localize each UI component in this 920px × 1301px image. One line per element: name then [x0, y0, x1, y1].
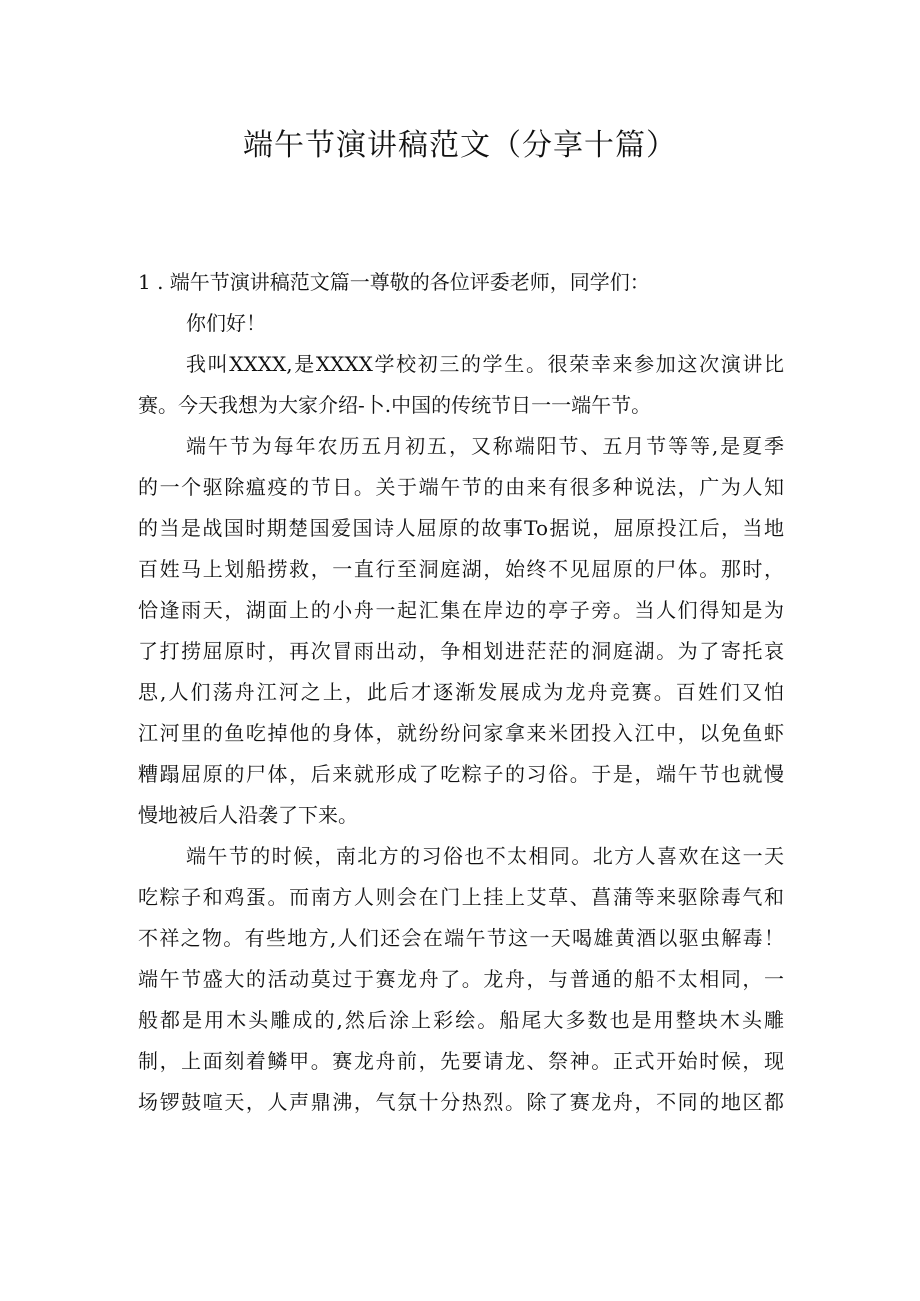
text-line: 端午节的时候，南北方的习俗也不太相同。北方人喜欢在这一天 — [186, 844, 784, 868]
text-line: 江河里的鱼吃掉他的身体，就纷纷问家拿来米团投入江中，以免鱼虾 — [138, 721, 784, 745]
text-line: 你们好！ — [186, 311, 266, 335]
text-line: 不祥之物。有些地方,人们还会在端午节这一天喝雄黄酒以驱虫解毒！ — [138, 926, 784, 950]
text-line: 1 . 端午节演讲稿范文篇一尊敬的各位评委老师，同学们： — [138, 270, 650, 294]
text-line: 赛。今天我想为大家介绍-卜.中国的传统节日一一端午节。 — [138, 393, 652, 417]
text-line: 我叫XXXX,是XXXX学校初三的学生。很荣幸来参加这次演讲比 — [186, 352, 784, 376]
text-line: 端午节为每年农历五月初五，又称端阳节、五月节等等,是夏季 — [186, 434, 784, 458]
document-title: 端午节演讲稿范文（分享十篇） — [243, 128, 677, 163]
text-line: 恰逢雨天，湖面上的小舟一起汇集在岸边的亭子旁。当人们得知是为 — [138, 598, 784, 622]
text-line: 慢地被后人沿袭了下来。 — [138, 803, 358, 827]
text-line: 般都是用木头雕成的,然后涂上彩绘。船尾大多数也是用整块木头雕 — [138, 1008, 784, 1032]
text-line: 制，上面刻着鳞甲。赛龙舟前，先要请龙、祭神。正式开始时候，现 — [138, 1049, 784, 1073]
text-line: 了打捞屈原时，再次冒雨出动，争相划进茫茫的洞庭湖。为了寄托哀 — [138, 639, 784, 663]
text-line: 吃粽子和鸡蛋。而南方人则会在门上挂上艾草、菖蒲等来驱除毒气和 — [138, 885, 784, 909]
text-line: 百姓马上划船捞救，一直行至洞庭湖，始终不见屈原的尸体。那时， — [138, 557, 784, 581]
text-line: 的当是战国时期楚国爱国诗人屈原的故事To据说，屈原投江后，当地 — [138, 516, 784, 540]
text-line: 的一个驱除瘟疫的节日。关于端午节的由来有很多种说法，广为人知 — [138, 475, 784, 499]
text-line: 端午节盛大的活动莫过于赛龙舟了。龙舟，与普通的船不太相同，一 — [138, 967, 784, 991]
text-line: 场锣鼓喧天，人声鼎沸，气氛十分热烈。除了赛龙舟，不同的地区都 — [138, 1090, 784, 1114]
text-line: 思,人们荡舟江河之上，此后才逐渐发展成为龙舟竞赛。百姓们又怕 — [138, 680, 784, 704]
text-line: 糟蹋屈原的尸体，后来就形成了吃粽子的习俗。于是，端午节也就慢 — [138, 762, 784, 786]
document-body — [138, 262, 784, 1123]
